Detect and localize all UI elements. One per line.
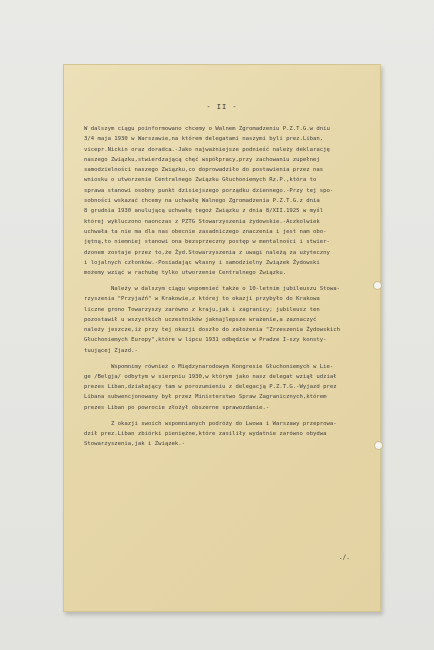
text-line: której wykluczono naonczas z PZTG Stowarzyszenia żydowskie.-Aczkolwiek [84, 218, 320, 225]
paragraph [84, 362, 376, 413]
text-line: naszego Związku,stwierdzającą chęć współpracy,przy zachowaniu zupełnej [84, 156, 320, 163]
document-body [84, 124, 376, 455]
text-line: tuującej Zjazd.- [84, 347, 138, 354]
page-number: - II - [206, 103, 238, 111]
text-line: W dalszym ciągu poinformowano chcemy o Walnem Zgromadzeniu P.Z.T.G.w dniu [84, 126, 330, 132]
text-line: vicepr.Nickin oraz doradca.-Jako najważniejsze podnieść należy deklarację [84, 146, 330, 153]
continuation-mark: ./. [339, 554, 350, 561]
text-line: Wspomnimy również o Międzynarodowym Kongresie Głuchoniemych w Lie- [84, 363, 334, 370]
paragraph [84, 419, 376, 450]
text-line: prezes Liban po powrocie złożył obszerne sprawozdanie.- [84, 404, 270, 411]
text-line: dzonem zostaje przez to,że Żyd.Stowarzyszenia z uwagi należą za użyteczny [84, 249, 330, 256]
text-line: 3/4 maja 1930 w Warszawie,na którem delegatami naszymi byli prez.Liban, [84, 136, 324, 143]
text-line: ge /Belgja/ odbytym w sierpniu 1930,w którym jako nasz delegat wziął udział [84, 373, 337, 380]
paragraph [84, 284, 376, 356]
text-line: prezes Liban,działający tam w porozumieniu z delegacją P.Z.T.G.-Wyjazd prez [84, 384, 337, 391]
text-line: dził prez.Liban zbiórki pieniężne,które zasiliły wydatnie zarówno obydwa [84, 430, 327, 437]
paragraph [84, 124, 376, 278]
text-line: Stowarzyszenia,jak i Związek.- [84, 441, 186, 448]
text-line: Należy w dalszym ciągu wspomnieć także o 10-letnim jubileuszu Stowa- [84, 285, 340, 292]
text-line: sprawa stanowi osobny punkt dzisiejszego porządku dziennego.-Przy tej spo- [84, 187, 334, 194]
text-line: rzyszenia "Przyjaźń" w Krakowie,z której to okazji przybyło do Krakowa [84, 296, 320, 303]
text-line: jętną,to niemniej stanowi ona bezsprzeczny postęp w mentalności i stwier- [84, 239, 330, 246]
text-line: uchwała ta nie ma dla nas obecnie zasadniczego znaczenia i jest nam obo- [84, 228, 327, 235]
text-line: Z okazji swoich wspomnianych podróży do Lwowa i Warszawy przeprowa- [84, 420, 337, 427]
text-line: należy jeszcze,iż przy tej okazji doszło do założenia "Zrzeszenia Żydowskich [84, 327, 340, 334]
text-line: liczne grono Towarzyszy zarówno z kraju,jak i zagranicy; jubileusz ten [84, 306, 320, 313]
text-line: wniosku o utworzenie Centralnego Związku Głuchoniemych Rz.P.,która to [84, 177, 317, 184]
text-line: Głuchoniemych Europy",które w lipcu 1931 odbędzie w Pradze I-szy konsty- [84, 337, 327, 344]
text-line: pozostawił u wszystkich uczestników jaknajlepsze wrażenie,a zaznaczyć [84, 316, 317, 323]
typewritten-page [63, 64, 381, 612]
text-line: 8 grudnia 1930 anulującą uchwałę tegoż Związku z dnia 8/XII.1925 w myśl [84, 208, 324, 215]
binding-hole-bottom [375, 442, 382, 449]
text-line: możemy wziąć w rachubę tylko utworzenie Centralnego Związku. [84, 270, 287, 277]
text-line: samodzielności naszego Związku,co doprowadziło do postawienia przez nas [84, 167, 324, 174]
text-line: i lojalnych członków.-Posiadając własny i samodzielny Związek Żydowski [84, 259, 320, 266]
text-line: sobności wskazać chcemy na uchwałę Walnego Zgromadzenia P.Z.T.G.z dnia [84, 198, 320, 205]
text-line: Libana subwencjonowany był przez Ministerstwo Spraw Zagranicznych,którem [84, 394, 327, 401]
